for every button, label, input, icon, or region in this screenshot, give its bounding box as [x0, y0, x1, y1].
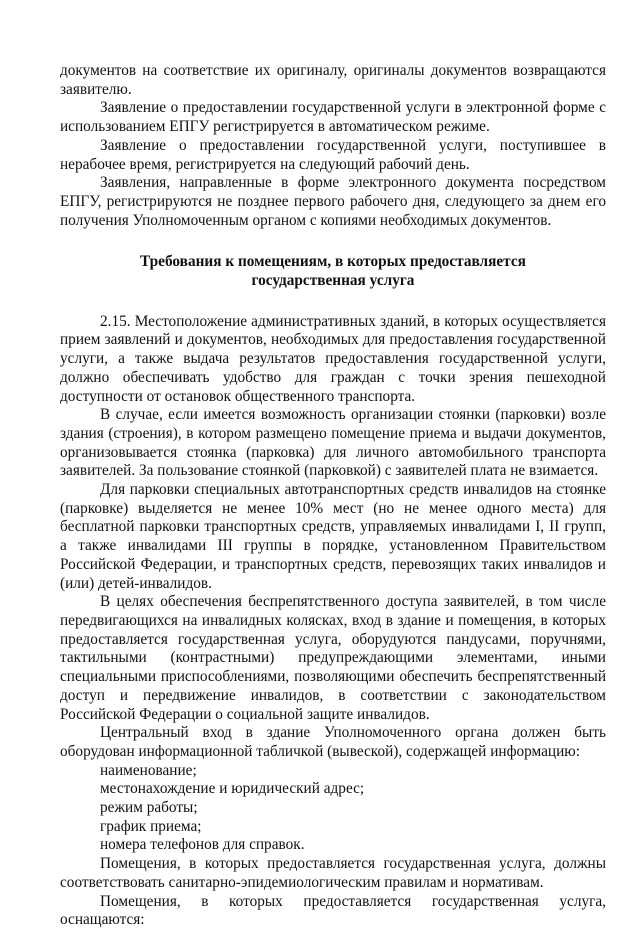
paragraph: Заявления, направленные в форме электронного документа посредством ЕПГУ, регистрируются не позднее первого рабочего дня, следующего за днем его получения Уполномоченным органом с копиями необходимых документов. — [60, 174, 606, 229]
section-title-line: Требования к помещениям, в которых предоставляется — [140, 253, 526, 271]
paragraph: В целях обеспечения беспрепятственного доступа заявителей, в том числе передвигающихся на инвалидных колясках, вход в здание и помещения, в которых предоставляется государственная услуга, оборудуются пандусами, поручнями, тактильными (контрастными) предупреждающими элементами, иными специальными приспособлениями, позволяющими обеспечить беспрепятственный доступ и передвижение инвалидов, в соответствии с законодательством Российской Федерации о социальной защите инвалидов. — [60, 593, 606, 723]
section-title-line: государственная услуга — [251, 272, 415, 290]
paragraph: 2.15. Местоположение административных зданий, в которых осуществляется прием заявлений и документов, необходимых для предоставления государственной услуги, а также выдача результатов предоставления государственной услуги, должно обеспечивать удобство для граждан с точки зрения пешеходной доступности от остановок общественного транспорта. — [60, 312, 606, 405]
list-item: номера телефонов для справок. — [100, 836, 305, 854]
list-item: местонахождение и юридический адрес; — [100, 780, 365, 798]
paragraph: Заявление о предоставлении государственной услуги, поступившее в нерабочее время, регистрируется на следующий рабочий день. — [60, 136, 606, 173]
list-item: наименование; — [100, 761, 197, 779]
list-item: режим работы; — [100, 799, 198, 817]
paragraph: Для парковки специальных автотранспортных средств инвалидов на стоянке (парковке) выделяется не менее 10% мест (но не менее одного места) для бесплатной парковки транспортных средств, управляемых инвалидами I, II групп, а также инвалидами III группы в порядке, установленном Правительством Российской Федерации, и транспортных средств, перевозящих таких инвалидов и (или) детей-инвалидов. — [60, 481, 606, 592]
info-list — [60, 762, 606, 856]
paragraph: Помещения, в которых предоставляется государственная услуга, должны соответствовать санитарно-эпидемиологическим правилам и нормативам. — [60, 855, 606, 891]
paragraph: Помещения, в которых предоставляется государственная услуга, оснащаются: — [60, 892, 606, 929]
main-text-block — [60, 313, 606, 762]
paragraph-continued: документов на соответствие их оригиналу, оригиналы документов возвращаются заявителю. — [60, 62, 606, 98]
bottom-text-block — [60, 855, 606, 930]
top-text-block — [60, 62, 606, 230]
list-item: график приема; — [100, 817, 202, 835]
paragraph: Заявление о предоставлении государственной услуги в электронной форме с использованием ЕПГУ регистрируется в автоматическом режиме. — [60, 99, 606, 136]
paragraph: Центральный вход в здание Уполномоченного органа должен быть оборудован информационной табличкой (вывеской), содержащей информацию: — [60, 724, 606, 760]
paragraph: В случае, если имеется возможность организации стоянки (парковки) возле здания (строения), в котором размещено помещение приема и выдачи документов, организовывается стоянка (парковка) для личного автомобильного транспорта заявителей. За пользование стоянкой (парковкой) с заявителей плата не взимается. — [60, 406, 606, 480]
section-title — [60, 253, 606, 290]
